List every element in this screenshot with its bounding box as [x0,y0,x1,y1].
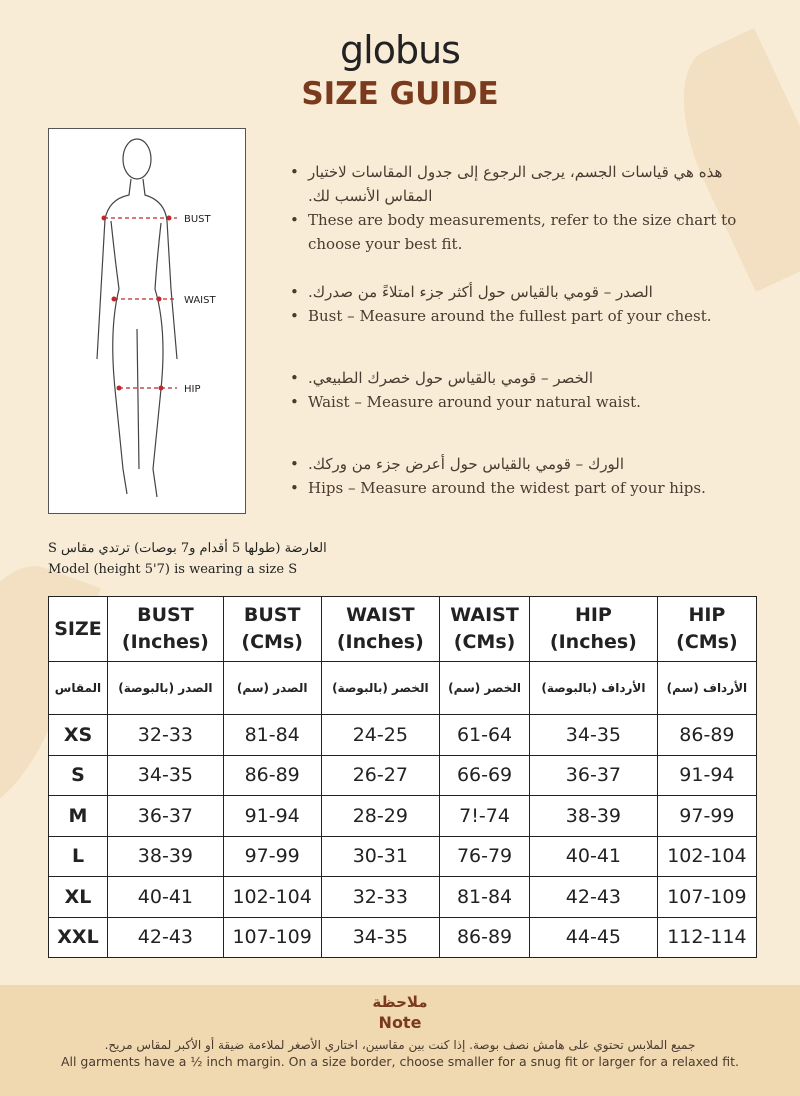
brand-logo: globus [340,28,460,72]
bust-label: BUST [184,214,211,225]
column-header: SIZE [49,597,108,662]
table-cell: 42-43 [107,917,223,958]
bullet-group [288,160,758,256]
table-row [49,796,757,837]
table-cell: 66-69 [440,755,530,796]
column-header: HIP (Inches) [529,597,657,662]
table-row [49,715,757,756]
table-cell: 97-99 [657,796,756,837]
table-cell: 40-41 [107,877,223,918]
table-cell: 34-35 [107,755,223,796]
column-header: WAIST (CMs) [440,597,530,662]
table-cell: 42-43 [529,877,657,918]
table-cell: 30-31 [321,836,440,877]
table-cell: 81-84 [440,877,530,918]
column-header-ar: الأرداف (بالبوصة) [529,662,657,715]
table-cell: XS [49,715,108,756]
size-chart-table [48,596,757,958]
body-measurement-figure [48,128,246,514]
column-header: WAIST (Inches) [321,597,440,662]
column-header-ar: الصدر (سم) [223,662,321,715]
column-header-ar: الأرداف (سم) [657,662,756,715]
bullet-group [288,280,758,328]
table-cell: 76-79 [440,836,530,877]
table-cell: 86-89 [657,715,756,756]
table-row [49,755,757,796]
table-cell: 86-89 [440,917,530,958]
table-row [49,917,757,958]
column-header: HIP (CMs) [657,597,756,662]
table-cell: 28-29 [321,796,440,837]
table-cell: 112-114 [657,917,756,958]
column-header-ar: الخصر (بالبوصة) [321,662,440,715]
bullet-ar: • الصدر – قومي بالقياس حول أكثر جزء امتلاءً من صدرك. [288,280,758,304]
table-cell: 24-25 [321,715,440,756]
model-info-ar: العارضة (طولها 5 أقدام و7 بوصات) ترتدي مقاس S [48,541,327,556]
header-row [49,597,757,662]
hip-label: HIP [184,384,201,395]
table-cell: 36-37 [529,755,657,796]
table-cell: 91-94 [657,755,756,796]
bullet-group [288,452,758,500]
bullet-ar: • الخصر – قومي بالقياس حول خصرك الطبيعي. [288,366,758,390]
table-cell: 61-64 [440,715,530,756]
bullet-en: • Hips – Measure around the widest part of your hips. [288,476,758,500]
bullet-en: • These are body measurements, refer to the size chart to choose your best fit. [288,208,758,256]
column-header: BUST (CMs) [223,597,321,662]
table-cell: 38-39 [107,836,223,877]
bullet-en: • Waist – Measure around your natural waist. [288,390,758,414]
table-cell: 36-37 [107,796,223,837]
note-section [0,985,800,1096]
note-title: Note [378,1013,422,1032]
table-cell: 7!-74 [440,796,530,837]
table-row [49,836,757,877]
waist-label: WAIST [184,295,216,306]
page-title: SIZE GUIDE [301,76,499,112]
measurement-instructions [288,160,758,524]
table-cell: 34-35 [529,715,657,756]
column-header-ar: الصدر (بالبوصة) [107,662,223,715]
table-cell: 32-33 [321,877,440,918]
table-cell: 97-99 [223,836,321,877]
bullet-ar: • الورك – قومي بالقياس حول أعرض جزء من وركك. [288,452,758,476]
bullet-group [288,366,758,414]
table-cell: 34-35 [321,917,440,958]
model-info-en: Model (height 5'7) is wearing a size S [48,562,298,577]
table-cell: 26-27 [321,755,440,796]
bullet-ar: • هذه هي قياسات الجسم، يرجى الرجوع إلى جدول المقاسات لاختيار المقاس الأنسب لك. [288,160,758,208]
table-cell: 44-45 [529,917,657,958]
table-cell: XL [49,877,108,918]
bullet-en: • Bust – Measure around the fullest part of your chest. [288,304,758,328]
table-cell: 102-104 [223,877,321,918]
table-cell: XXL [49,917,108,958]
table-cell: 91-94 [223,796,321,837]
table-cell: M [49,796,108,837]
column-header: BUST (Inches) [107,597,223,662]
table-cell: 40-41 [529,836,657,877]
column-header-ar: المقاس [49,662,108,715]
note-title-ar: ملاحظة [372,993,428,1011]
column-header-ar: الخصر (سم) [440,662,530,715]
table-cell: 86-89 [223,755,321,796]
model-silhouette [97,139,177,497]
note-text-ar: جميع الملابس تحتوي على هامش نصف بوصة. إذا كنت بين مقاسين، اختاري الأصغر لملاءمة ضيقة أو الأكبر لمقاس مريح. [104,1038,696,1052]
table-cell: 81-84 [223,715,321,756]
table-cell: 32-33 [107,715,223,756]
table-cell: 107-109 [223,917,321,958]
note-text: All garments have a ½ inch margin. On a size border, choose smaller for a snug fit or larger for a relaxed fit. [60,1054,740,1069]
header-row-ar [49,662,757,715]
model-info [48,538,327,580]
table-cell: 38-39 [529,796,657,837]
table-cell: S [49,755,108,796]
table-cell: 107-109 [657,877,756,918]
table-cell: L [49,836,108,877]
table-cell: 102-104 [657,836,756,877]
table-row [49,877,757,918]
